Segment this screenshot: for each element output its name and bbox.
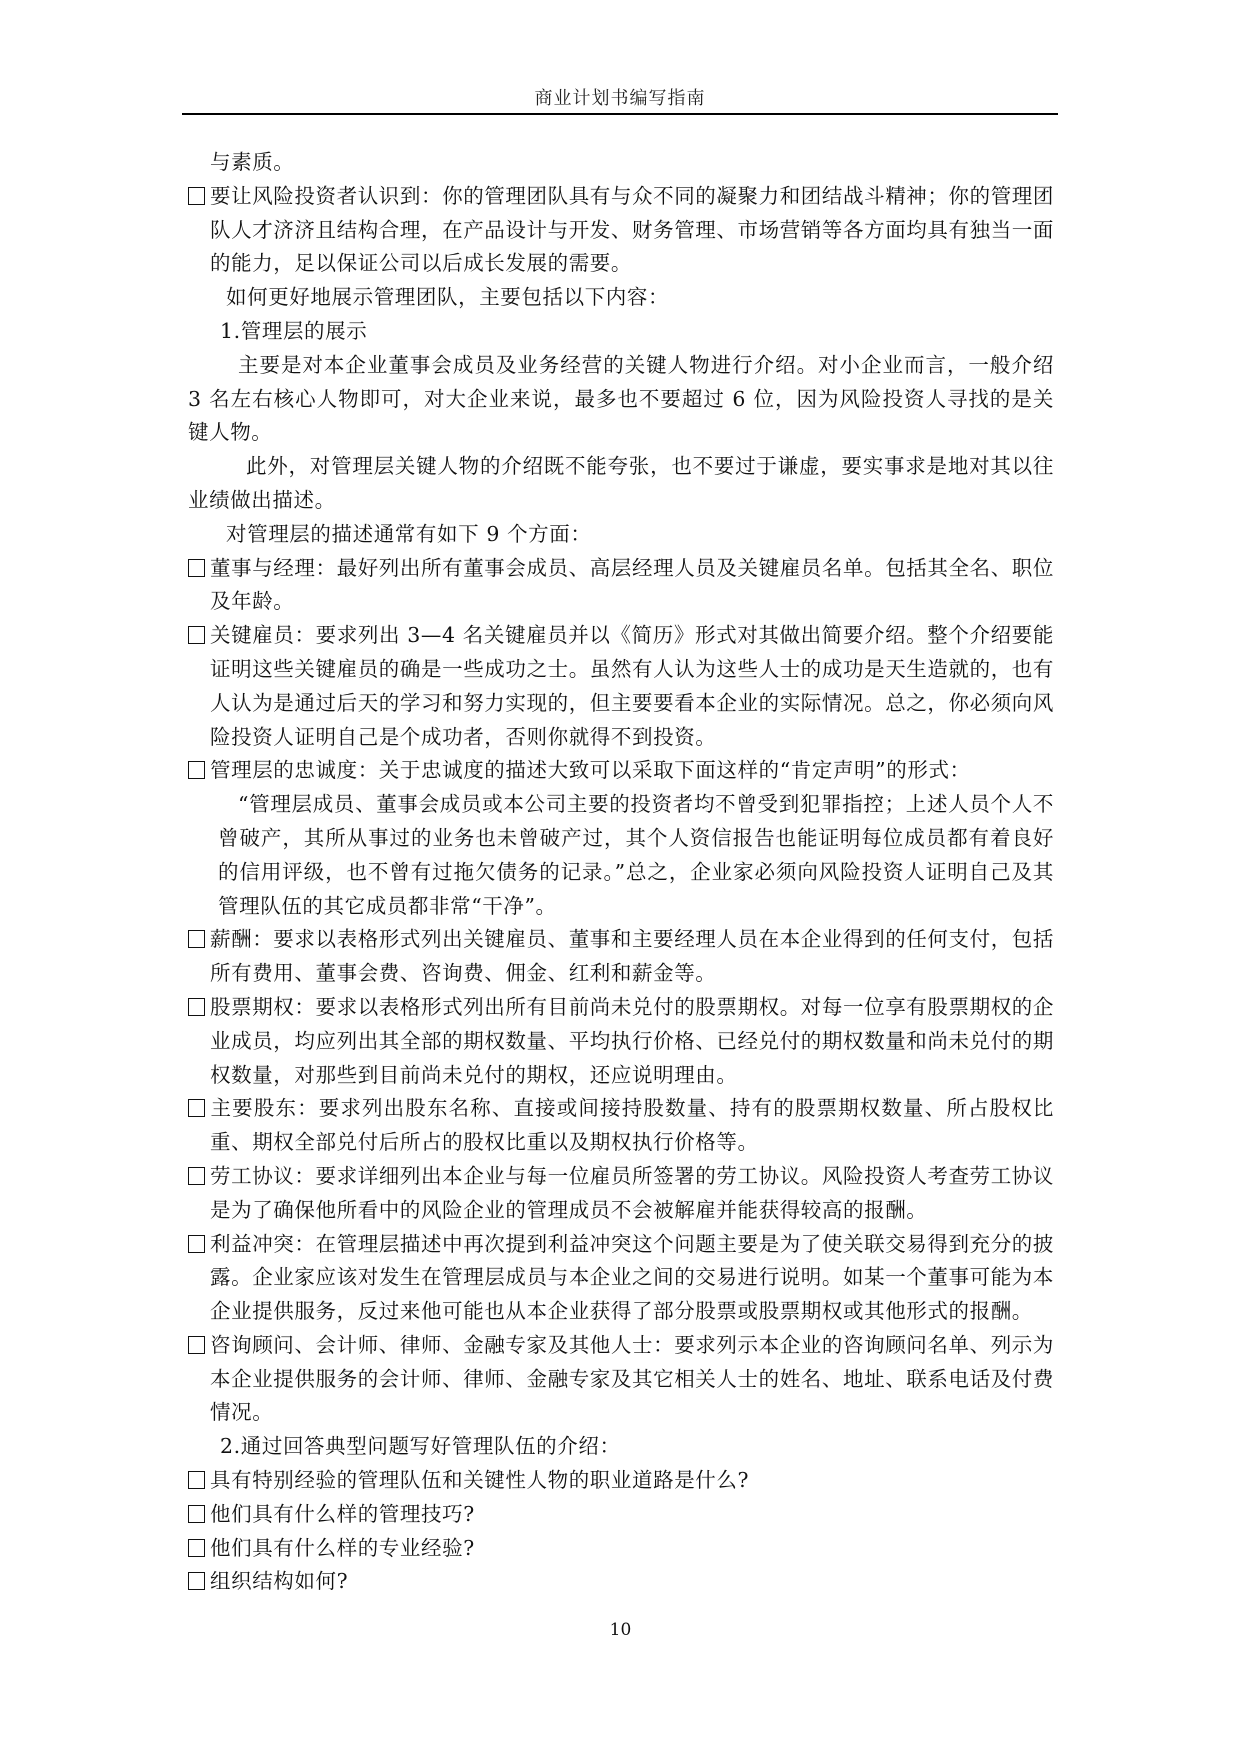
- bullet-text: 具有特别经验的管理队伍和关键性人物的职业道路是什么?: [210, 1468, 750, 1493]
- bullet-item: [188, 1160, 1054, 1228]
- paragraph: 与素质。: [210, 150, 295, 174]
- paragraph: 主要是对本企业董事会成员及业务经营的关键人物进行介绍。对小企业而言，一般介绍 3 名左右核心人物即可，对大企业来说，最多也不要超过 6 位，因为风险投资人寻找的是关键人物。: [188, 352, 1054, 445]
- bullet-item: [188, 1498, 1054, 1532]
- bullet-item: [188, 180, 1054, 281]
- checkbox-icon: [188, 1336, 205, 1354]
- bullet-text: 咨询顾问、会计师、律师、金融专家及其他人士：要求列示本企业的咨询顾问名单、列示为本企业提供服务的会计师、律师、金融专家及其它相关人士的姓名、地址、联系电话及付费情况。: [210, 1332, 1054, 1425]
- bullet-text: 他们具有什么样的专业经验?: [210, 1535, 475, 1560]
- checkbox-icon: [188, 1471, 205, 1489]
- bullet-text: 关键雇员：要求列出 3—4 名关键雇员并以《简历》形式对其做出简要介绍。整个介绍要能证明这些关键雇员的确是一些成功之士。虽然有人认为这些人士的成功是天生造就的，也有人认为是通过后天的学习和努力实现的，但主要要看本企业的实际情况。总之，你必须向风险投资人证明自己是个成功者，否则你就得不到投资。: [210, 623, 1054, 749]
- bullet-item: [188, 1464, 1054, 1498]
- checkbox-icon: [188, 1539, 205, 1557]
- bullet-text: 董事与经理：最好列出所有董事会成员、高层经理人员及关键雇员名单。包括其全名、职位及年龄。: [210, 555, 1054, 614]
- checkbox-icon: [188, 761, 205, 779]
- section-heading: 2.通过回答典型问题写好管理队伍的介绍：: [220, 1434, 621, 1459]
- bullet-item: [188, 1565, 1054, 1599]
- section-heading: 1.管理层的展示: [220, 318, 368, 343]
- bullet-text: 组织结构如何?: [210, 1569, 349, 1594]
- checkbox-icon: [188, 930, 205, 948]
- bullet-item: [188, 991, 1054, 1092]
- running-header: 商业计划书编写指南: [534, 88, 706, 109]
- bullet-text: 利益冲突：在管理层描述中再次提到利益冲突这个问题主要是为了使关联交易得到充分的披露。企业家应该对发生在管理层成员与本企业之间的交易进行说明。如某一个董事可能为本企业提供服务，反过来他可能也从本企业获得了部分股票或股票期权或其他形式的报酬。: [210, 1231, 1054, 1324]
- checkbox-icon: [188, 1572, 205, 1590]
- checkbox-icon: [188, 1505, 205, 1523]
- bullet-text: 劳工协议：要求详细列出本企业与每一位雇员所签署的劳工协议。风险投资人考查劳工协议是为了确保他所看中的风险企业的管理成员不会被解雇并能获得较高的报酬。: [210, 1163, 1054, 1222]
- bullet-text: 股票期权：要求以表格形式列出所有目前尚未兑付的股票期权。对每一位享有股票期权的企业成员，均应列出其全部的期权数量、平均执行价格、已经兑付的期权数量和尚未兑付的期权数量，对那些到目前尚未兑付的期权，还应说明理由。: [210, 994, 1054, 1087]
- bullet-item: [188, 1228, 1054, 1329]
- checkbox-icon: [188, 559, 205, 577]
- checkbox-icon: [188, 1167, 205, 1185]
- bullet-text: 他们具有什么样的管理技巧?: [210, 1501, 475, 1526]
- bullet-item: [188, 1532, 1054, 1566]
- bullet-text: 薪酬：要求以表格形式列出关键雇员、董事和主要经理人员在本企业得到的任何支付，包括所有费用、董事会费、咨询费、佣金、红利和薪金等。: [210, 927, 1054, 986]
- bullet-item: [188, 1092, 1054, 1160]
- checkbox-icon: [188, 1235, 205, 1253]
- paragraph: 如何更好地展示管理团队，主要包括以下内容：: [226, 285, 670, 310]
- checkbox-icon: [188, 1099, 205, 1117]
- document-body: [188, 146, 1054, 1599]
- paragraph: 对管理层的描述通常有如下 9 个方面：: [226, 521, 592, 546]
- bullet-text: 主要股东：要求列出股东名称、直接或间接持股数量、持有的股票期权数量、所占股权比重、期权全部兑付后所占的股权比重以及期权执行价格等。: [210, 1096, 1054, 1155]
- bullet-text: 管理层的忠诚度：关于忠诚度的描述大致可以采取下面这样的“肯定声明”的形式：: [210, 758, 971, 783]
- bullet-item: [188, 754, 1054, 788]
- bullet-item: [188, 1329, 1054, 1430]
- bullet-item: [188, 619, 1054, 754]
- bullet-item: [188, 552, 1054, 620]
- header-rule: [182, 113, 1058, 115]
- bullet-item: [188, 923, 1054, 991]
- paragraph: 此外，对管理层关键人物的介绍既不能夸张，也不要过于谦虚，要实事求是地对其以往业绩做出描述。: [188, 454, 1054, 512]
- page-number: 10: [609, 1620, 632, 1640]
- checkbox-icon: [188, 626, 205, 644]
- checkbox-icon: [188, 998, 205, 1016]
- bullet-text: 要让风险投资者认识到：你的管理团队具有与众不同的凝聚力和团结战斗精神；你的管理团队人才济济且结构合理，在产品设计与开发、财务管理、市场营销等各方面均具有独当一面的能力，足以保证公司以后成长发展的需要。: [210, 183, 1054, 276]
- checkbox-icon: [188, 187, 205, 205]
- quoted-statement: “管理层成员、董事会成员或本公司主要的投资者均不曾受到犯罪指控；上述人员个人不曾破产，其所从事过的业务也未曾破产过，其个人资信报告也能证明每位成员都有着良好的信用评级，也不曾有过拖欠债务的记录。”总之，企业家必须向风险投资人证明自己及其管理队伍的其它成员都非常“干净”。: [218, 792, 1054, 918]
